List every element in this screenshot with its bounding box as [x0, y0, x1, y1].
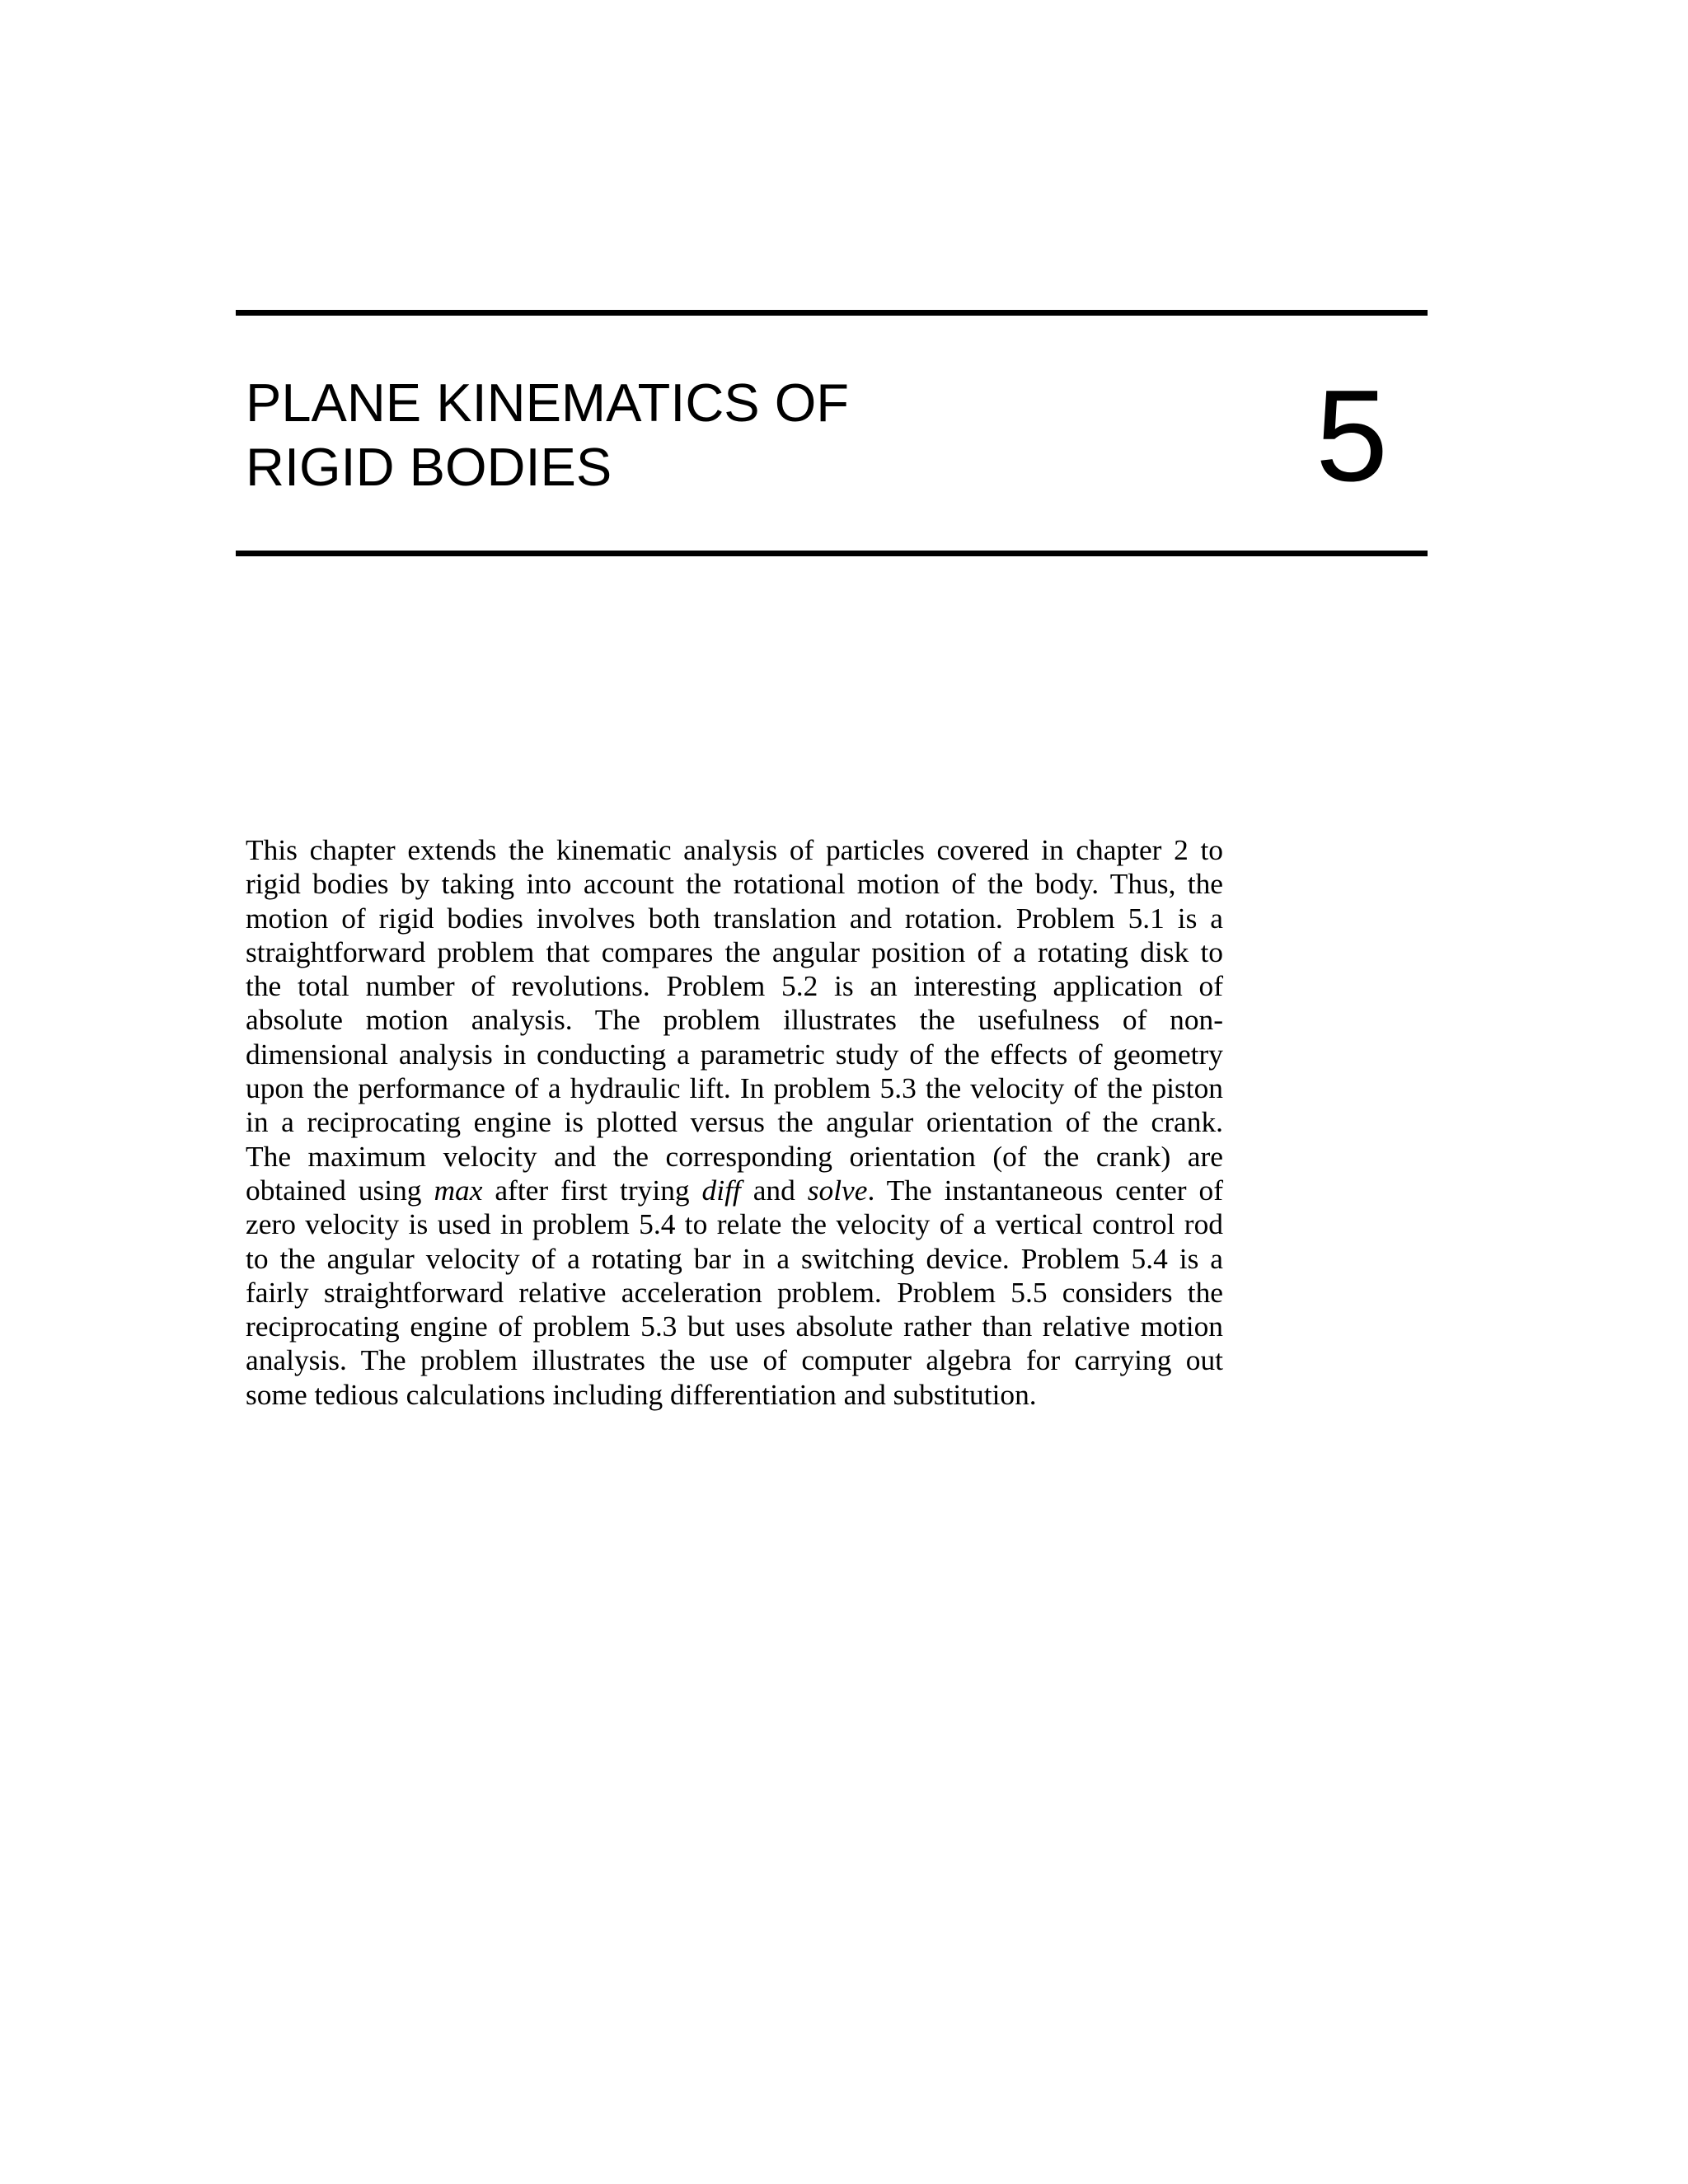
intro-line: rigid bodies by taking into account the rotational motion of the body. Thus, the: [246, 867, 1223, 901]
chapter-title: [246, 371, 849, 499]
italic-term-max: max: [434, 1173, 483, 1207]
intro-line-with-italics: [246, 1174, 1223, 1207]
top-rule: [236, 310, 1428, 316]
intro-line: some tedious calculations including differentiation and substitution.: [246, 1377, 1037, 1411]
intro-line: straightforward problem that compares the angular position of a rotating disk to: [246, 935, 1223, 968]
intro-line: in a reciprocating engine is plotted versus the angular orientation of the crank.: [246, 1105, 1223, 1139]
intro-line: reciprocating engine of problem 5.3 but uses absolute rather than relative motion: [246, 1310, 1223, 1343]
italic-term-diff: diff: [701, 1173, 741, 1207]
chapter-number: 5: [1315, 363, 1388, 509]
chapter-title-line-2: RIGID BODIES: [246, 437, 612, 497]
intro-line: The maximum velocity and the corresponding orientation (of the crank) are: [246, 1139, 1223, 1173]
intro-line: upon the performance of a hydraulic lift. In problem 5.3 the velocity of the piston: [246, 1071, 1223, 1105]
intro-line: to the angular velocity of a rotating bar in a switching device. Problem 5.4 is a: [246, 1241, 1223, 1275]
intro-line: motion of rigid bodies involves both translation and rotation. Problem 5.1 is a: [246, 901, 1223, 935]
intro-line: absolute motion analysis. The problem illustrates the usefulness of non-: [246, 1003, 1223, 1037]
intro-text: after first trying: [482, 1173, 702, 1207]
chapter-intro-paragraph: [246, 833, 1223, 1412]
intro-line: This chapter extends the kinematic analysis of particles covered in chapter 2 to: [246, 833, 1223, 866]
chapter-title-line-1: PLANE KINEMATICS OF: [246, 373, 849, 433]
intro-line: zero velocity is used in problem 5.4 to relate the velocity of a vertical control rod: [246, 1207, 1223, 1241]
intro-line: analysis. The problem illustrates the use of computer algebra for carrying out: [246, 1343, 1223, 1377]
italic-term-solve: solve: [807, 1173, 868, 1207]
intro-line: dimensional analysis in conducting a parametric study of the effects of geometry: [246, 1037, 1223, 1071]
bottom-rule: [236, 551, 1428, 556]
intro-text: . The instantaneous center of: [867, 1173, 1224, 1207]
intro-text: and: [740, 1173, 808, 1207]
intro-line: fairly straightforward relative acceleration problem. Problem 5.5 considers the: [246, 1275, 1223, 1309]
intro-text: obtained using: [246, 1173, 434, 1207]
intro-line: the total number of revolutions. Problem 5.2 is an interesting application of: [246, 969, 1223, 1003]
